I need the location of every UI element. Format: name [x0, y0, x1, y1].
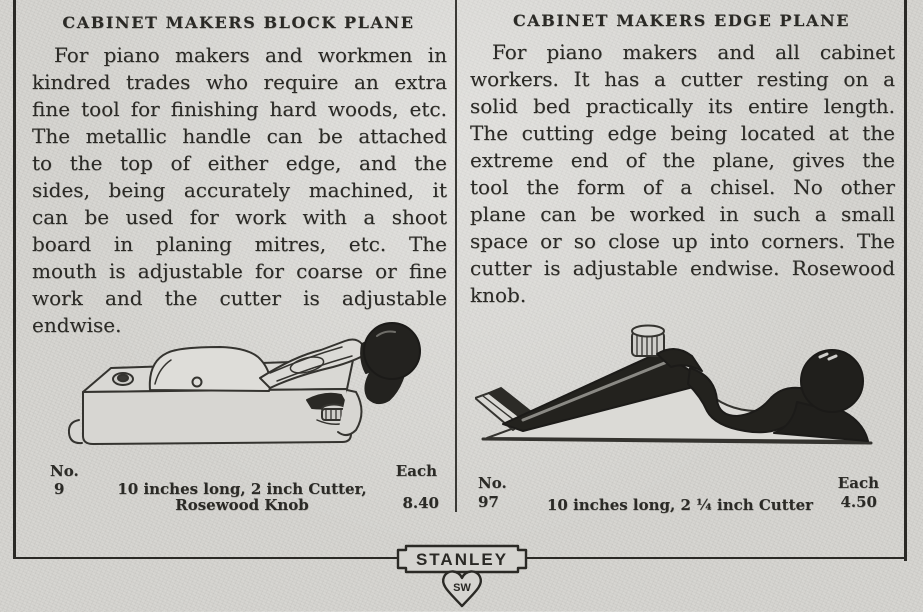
left-price: 8.40	[402, 494, 439, 512]
left-listing	[32, 458, 445, 516]
left-heading: CABINET MAKERS BLOCK PLANE	[62, 13, 415, 32]
right-each-label: Each	[837, 474, 879, 492]
stanley-wordmark: STANLEY	[415, 550, 509, 569]
stanley-logo	[382, 540, 542, 612]
left-description-line2: Rosewood Knob	[175, 496, 309, 514]
right-listing	[470, 470, 893, 520]
left-border-rule	[13, 0, 16, 559]
right-description: 10 inches long, 2 ¼ inch Cutter	[546, 496, 814, 514]
edge-plane-illustration	[475, 310, 895, 455]
right-paragraph: For piano makers and all cabinet workers. It has a cutter resting on a solid bed practically its entire length. The cutting edge being located at the extreme end of the plane, gives the tool the form of a chisel. No other plane can be worked in such a small space or so close up into corners. The cutter is adjustable endwise. Rosewood knob.	[470, 40, 895, 307]
left-description	[92, 481, 392, 513]
left-catalog-number: 9	[54, 480, 65, 498]
left-paragraph: For piano makers and workmen in kindred trades who require an extra fine tool for finishing hard woods, etc. The metallic handle can be attached to the top of either edge, and the sides, being accurately machined, it can be used for work with a shoot board in planing mitres, etc. The mouth is adjustable for coarse or fine work and the cutter is adjustable endwise.	[32, 43, 447, 337]
right-no-label: No.	[478, 474, 507, 492]
block-plane-illustration	[55, 312, 445, 460]
left-each-label: Each	[395, 462, 437, 480]
left-no-label: No.	[50, 462, 79, 480]
left-description-line1: 10 inches long, 2 inch Cutter,	[117, 480, 367, 498]
right-heading: CABINET MAKERS EDGE PLANE	[512, 11, 851, 30]
right-border-rule	[904, 0, 907, 561]
right-catalog-number: 97	[478, 493, 499, 511]
stanley-sw-mark: SW	[453, 582, 471, 594]
right-price: 4.50	[840, 493, 877, 511]
column-divider-rule	[455, 0, 457, 512]
